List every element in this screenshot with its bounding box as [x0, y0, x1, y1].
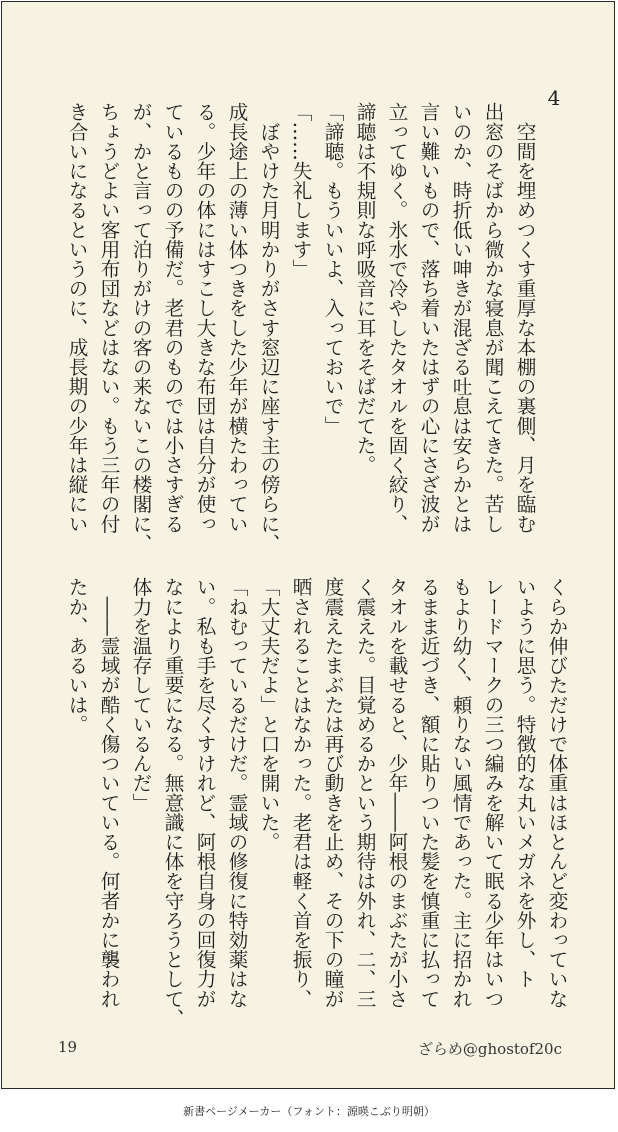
text-column-lower: タオルを載せると、少年――阿根のまぶたが小さ: [385, 577, 408, 1009]
text-column-upper: ちょうどよい客用布団などはない。もう三年の付: [97, 102, 120, 534]
text-column-upper: 空間を埋めつくす重厚な本棚の裏側、月を臨む: [513, 102, 536, 534]
text-column-upper: 「……失礼します」: [289, 102, 312, 279]
text-column-upper: 「諦聴。もういいよ、入っておいで」: [321, 102, 344, 436]
text-column-lower: るまま近づき、額に貼りついた髪を慎重に払って: [417, 577, 440, 1009]
chapter-number: 4: [547, 86, 561, 110]
text-column-upper: が、かと言って泊りがけの客の来ないこの楼閣に、: [129, 102, 152, 553]
page-number: 19: [58, 1038, 78, 1056]
text-column-lower: く震えた。目覚めるかという期待は外れ、二、三: [353, 577, 376, 1009]
text-column-upper: る。少年の体にはすこし大きな布団は自分が使っ: [193, 102, 216, 534]
text-column-upper: 立ってゆく。氷水で冷やしたタオルを固く絞り、: [385, 102, 408, 534]
text-column-lower: 晒されることはなかった。老君は軽く首を振り、: [289, 577, 312, 1009]
text-column-lower: 「ねむっているだけだ。霊域の修復に特効薬はな: [225, 577, 248, 1009]
text-column-upper: ているものの予備だ。老君のものでは小さすぎる: [161, 102, 184, 534]
text-column-lower: ――霊域が酷く傷ついている。何者かに襲われ: [97, 577, 120, 1009]
text-column-upper: いのか、時折低い呻きが混ざる吐息は安らかとは: [449, 102, 472, 534]
text-column-lower: い。私も手を尽くすけれど、阿根自身の回復力が: [193, 577, 216, 1009]
text-column-lower: いように思う。特徴的な丸いメガネを外し、ト: [513, 577, 536, 989]
book-page: [1, 1, 615, 1089]
text-column-lower: 度震えたまぶたは再び動きを止め、その下の瞳が: [321, 577, 344, 1009]
author-credit: ざらめ@ghostof20c: [417, 1040, 562, 1058]
text-column-lower: 体力を温存しているんだ」: [129, 577, 152, 813]
text-column-lower: くらか伸びただけで体重はほとんど変わっていな: [545, 577, 568, 1009]
text-column-upper: 成長途上の薄い体つきをした少年が横たわってい: [225, 102, 248, 534]
text-column-lower: 「大丈夫だよ」と口を開いた。: [257, 577, 280, 852]
text-column-upper: き合いになるというのに、成長期の少年は縦にい: [65, 102, 88, 534]
text-column-upper: 諦聴は不規則な呼吸音に耳をそばだてた。: [353, 102, 376, 475]
text-column-upper: 出窓のそばから微かな寝息が聞こえてきた。苦し: [481, 102, 504, 534]
text-column-lower: レードマークの三つ編みを解いて眠る少年はいつ: [481, 577, 504, 1009]
text-column-lower: もより幼く、頼りない風情であった。主に招かれ: [449, 577, 472, 1009]
text-column-lower: たか、あるいは。: [65, 577, 88, 734]
text-column-upper: ぼやけた月明かりがさす窓辺に座す主の傍らに、: [257, 102, 280, 553]
footer-caption: 新書ページメーカー（フォント：源暎こぶり明朝）: [183, 1105, 435, 1118]
text-column-lower: なにより重要になる。無意識に体を守ろうとして、: [161, 577, 184, 1028]
text-column-upper: 言い難いもので、落ち着いたはずの心にさざ波が: [417, 102, 440, 534]
